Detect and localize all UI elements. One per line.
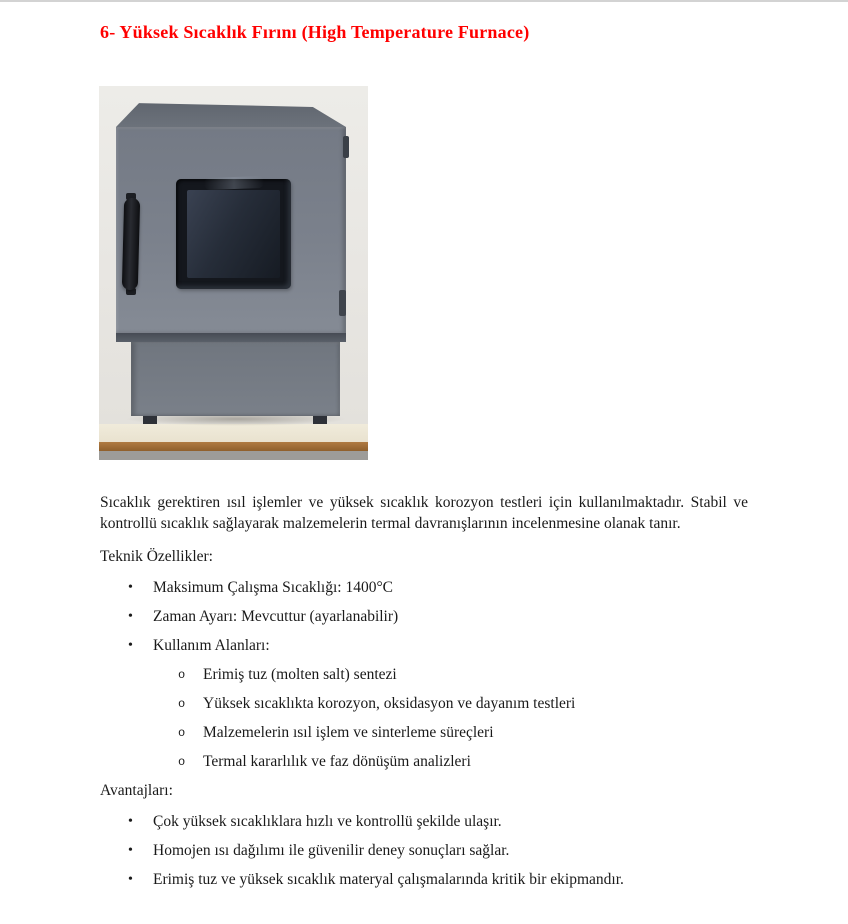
list-item [100,635,748,656]
list-item-text: Zaman Ayarı: Mevcuttur (ayarlanabilir) [153,608,399,625]
bullet-icon: • [128,843,133,858]
list-item [100,606,748,627]
advantages-list [100,811,748,890]
furnace-foot [313,416,327,424]
door-handle [122,198,140,290]
list-item-text: Homojen ısı dağılımı ile güvenilir deney sonuçları sağlar. [153,842,510,859]
list-item-text: Termal kararlılık ve faz dönüşüm analizleri [203,753,471,770]
page-title: 6- Yüksek Sıcaklık Fırını (High Temperature Furnace) [100,22,530,42]
list-item-text: Çok yüksek sıcaklıklara hızlı ve kontrollü şekilde ulaşır. [153,813,502,830]
list-item-text: Erimiş tuz ve yüksek sıcaklık materyal çalışmalarında kritik bir ekipmandır. [153,871,624,888]
list-item-text: Yüksek sıcaklıkta korozyon, oksidasyon ve dayanım testleri [203,695,576,712]
door-window-glass [187,190,280,278]
circle-bullet-icon: o [178,668,186,682]
door-base-gap [116,333,346,342]
furnace-door [116,127,346,333]
circle-bullet-icon: o [178,755,186,769]
photo-floor [99,451,368,460]
document-body [100,492,748,898]
furnace-base-unit [131,342,340,416]
list-item-text: Erimiş tuz (molten salt) sentezi [203,666,397,683]
list-item [100,840,748,861]
intro-paragraph: Sıcaklık gerektiren ısıl işlemler ve yüksek sıcaklık korozyon testleri için kullanılmaktadır. Stabil ve kontrollü sıcaklık sağlayarak malzemelerin termal davranışlarının incelenmesine olanak tanır. [100,494,748,532]
door-hinge-bottom [339,290,346,316]
list-item-text: Malzemelerin ısıl işlem ve sinterleme süreçleri [203,724,494,741]
bullet-icon: • [128,609,133,624]
window-glare [204,176,264,190]
technical-specs-list [100,577,748,656]
bullet-icon: • [128,872,133,887]
usage-areas-list [100,664,748,772]
list-item [100,811,748,832]
list-item [100,869,748,890]
list-item [100,664,748,685]
circle-bullet-icon: o [178,697,186,711]
list-item [100,751,748,772]
photo-table-wood-edge [99,442,368,451]
bullet-icon: • [128,814,133,829]
photo-table-surface [99,424,368,442]
door-hinge-top [343,136,349,158]
circle-bullet-icon: o [178,726,186,740]
technical-specs-label: Teknik Özellikler: [100,548,213,565]
furnace-foot [143,416,157,424]
list-item [100,693,748,714]
bullet-icon: • [128,580,133,595]
advantages-label: Avantajları: [100,782,173,799]
list-item [100,577,748,598]
list-item-text: Kullanım Alanları: [153,637,270,654]
furnace-photo [99,86,368,460]
list-item [100,722,748,743]
bullet-icon: • [128,638,133,653]
list-item-text: Maksimum Çalışma Sıcaklığı: 1400°C [153,579,393,596]
